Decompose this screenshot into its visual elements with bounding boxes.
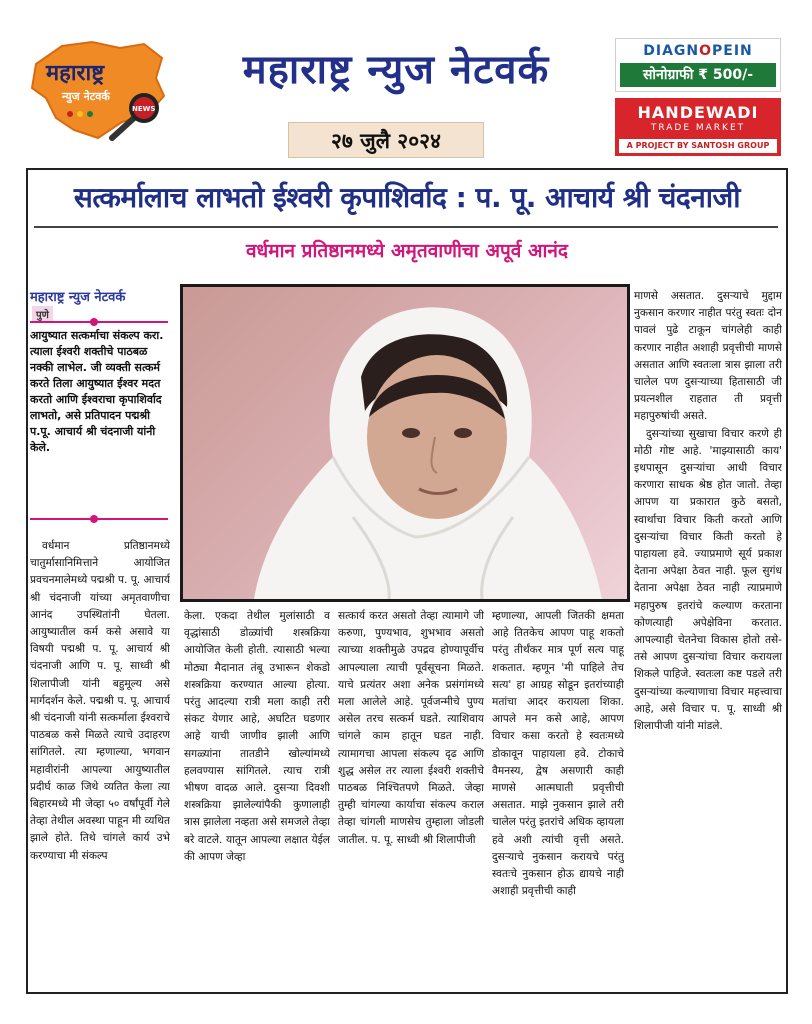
logo-text-line2: न्युज नेटवर्क: [62, 90, 110, 103]
column-5-paragraph-1: माणसे असतात. दुसऱ्याचे मुद्दाम नुकसान करणार नाहीत परंतु स्वतः दोन पावलं पुढे टाकून चांगलेही काही करणार नाहीत अशाही प्रवृत्तीची माणसे असतात आणि स्वतःला त्रास झाला तरी चालेल पण दुसऱ्याच्या हितासाठी जी प्रयत्नशील राहतात ती प्रवृत्ती महापुरुषांची असते.: [634, 290, 782, 423]
logo-mic-label: NEWS: [132, 105, 156, 113]
logo-text-line1: महाराष्ट्र: [46, 61, 105, 86]
publication-logo: [22, 34, 172, 146]
diagnopein-ad[interactable]: [615, 38, 781, 92]
brand-part-1: DIAGN: [643, 43, 700, 59]
brand-part-2: PEIN: [712, 43, 753, 59]
column-5-paragraph-2: दुसऱ्यांच्या सुखाचा विचार करणे ही मोठी गोष्ट आहे. 'माझ्यासाठी काय' इथपासून दुसऱ्यांचा आधी विचार करणारा साधक श्रेष्ठ होत जातो. तेव्हा आपण या प्रकारात कुठे बसतो, स्वार्थाचा विचार किती करतो आणि दुसऱ्यांचा विचार किती करतो हे पाहायला हवे. ज्याप्रमाणे सूर्य प्रकाश देताना अपेक्षा ठेवत नाही. फूल सुगंध देताना अपेक्षा ठेवत नाही त्याप्रमाणे महापुरुष इतरांचे कल्याण करताना कोणत्याही अपेक्षेविना करतात. आपल्याही चेतनेचा विकास होतो तसे-तसे आपण दुसऱ्यांचा विचार करायला शिकले पाहिजे. स्वतःला कष्ट पडले तरी दुसऱ्यांच्या कल्याणाचा विचार महत्त्वाचा आहे, असे विचार प. पू. साध्वी श्री शिलापीजी यांनी मांडले.: [634, 427, 782, 733]
summary-divider-bottom: [30, 518, 168, 520]
masthead-title: महाराष्ट्र न्युज नेटवर्क: [242, 47, 550, 93]
article-subhead: वर्धमान प्रतिष्ठानमध्ये अमृतवाणीचा अपूर्व आनंद: [245, 240, 569, 262]
handewadi-subtitle: TRADE MARKET: [650, 123, 746, 133]
handewadi-title: HANDEWADI: [637, 103, 759, 122]
summary-divider-top: [30, 321, 168, 323]
article-photo: [180, 284, 630, 602]
handewadi-tagline: A PROJECT BY SANTOSH GROUP: [619, 139, 777, 153]
article-headline: सत्कर्मालाच लाभतो ईश्वरी कृपाशिर्वाद : प. पू. आचार्य श्री चंदनाजी: [73, 181, 741, 214]
article-column-3: सत्कार्य करत असतो तेव्हा त्यामागे जी करुणा, पुण्यभाव, शुभभाव असतो त्याच्या शक्तीमुळे उपद्रव होण्यापूर्वीच आपल्याला त्याची पूर्वसूचना मिळते. याचे प्रत्यंतर अशा अनेक प्रसंगांमध्ये मला आलेले आहे. पूर्वजन्मीचे पुण्य असेल तरच सत्कर्म घडते. त्याशिवाय चांगले काम हातून घडत नाही. त्यामागचा आपला संकल्प दृढ आणि शुद्ध असेल तर त्याला ईश्वरी शक्तीचे पाठबळ निश्चितपणे मिळते. जेव्हा तुम्ही चांगल्या कार्याचा संकल्प कराल तेव्हा चांगली माणसेच तुम्हाला जोडली जातील. प. पू. साध्वी श्री शिलापीजी: [338, 610, 484, 846]
article-column-4: म्हणाल्या, आपली जितकी क्षमता आहे तितकेच आपण पाहू शकतो परंतु तीर्थंकर मात्र पूर्ण सत्य पाहू शकतात. म्हणून 'मी पाहिले तेच सत्य' हा आग्रह सोडून इतरांच्याही मतांचा आदर करायला शिका. आपले मन कसे आहे, आपण विचार कसा करतो हे स्वतःमध्ये डोकावून पाहायला हवे. टोकाचे वैमनस्य, द्वेष असणारी काही माणसे आत्मघाती प्रवृत्तीची असतात. माझे नुकसान झाले तरी चालेल परंतु इतरांचे अधिक व्हायला हवे अशी त्यांची वृत्ती असते. दुसऱ्याचे नुकसान करायचे परंतु स्वतःचे नुकसान होऊ द्यायचे नाही अशाही प्रवृत्तीची काही: [492, 610, 624, 898]
sonography-price: सोनोग्राफी ₹ 500/-: [620, 63, 776, 87]
dateline-place: पुणे: [32, 306, 53, 322]
article-column-1: वर्धमान प्रतिष्ठानमध्ये चातुर्मासानिमित्ताने आयोजित प्रवचनमालेमध्ये पद्मश्री प. पू. आचार्य श्री चंदनाजी यांच्या अमृतवाणीचा आनंद उपस्थितांनी घेतला. आयुष्यातील कर्म कसे असावे या विषयी पद्मश्री प. पू. आचार्य श्री चंदनाजी आणि प. पू. साध्वी श्री शिलापीजी यांनी बहुमूल्य असे मार्गदर्शन केले. पद्मश्री प. पू. आचार्य श्री चंदनाजी यांनी सत्कर्माला ईश्वराचे पाठबळ कसे मिळते त्याचे उदाहरण सांगितले. त्या म्हणाल्या, भगवान महावीरांनी आपल्या आयुष्यातील प्रदीर्घ काळ जिथे व्यतित केला त्या बिहारमध्ये मी जेव्हा ५० वर्षांपूर्वी गेले तेव्हा तेथील अवस्था पाहून मी व्यथित झाले होते. तिथे चांगले कार्य उभे करण्याचा मी संकल्प: [30, 540, 170, 862]
portrait-illustration: [183, 287, 630, 602]
byline: महाराष्ट्र न्युज नेटवर्क: [30, 290, 126, 305]
article-column-5: [634, 288, 782, 988]
article-column-2: केला. एकदा तेथील मुलांसाठी व वृद्धांसाठी डोळ्यांची शस्त्रक्रिया आयोजित केली होती. त्यासाठी भल्या मोठ्या मैदानात तंबू उभारून शेकडो शस्त्रक्रिया करण्यात आल्या होत्या. परंतु आदल्या रात्री मला काही तरी संकट येणार आहे, अघटित घडणार आहे याची जाणीव झाली आणि सगळ्यांना तातडीने खोल्यांमध्ये हलवण्यास सांगितले. त्याच रात्री भीषण वादळ आले. दुसऱ्या दिवशी शस्त्रक्रिया झालेल्यांपैकी कुणालाही त्रास झालेला नव्हता असे समजले तेव्हा बरे वाटले. यातून आपल्या लक्षात येईल की आपण जेव्हा: [184, 610, 330, 863]
issue-date: २७ जुलै २०२४: [288, 122, 484, 158]
headline-divider: [34, 226, 778, 228]
article-summary: आयुष्यात सत्कर्माचा संकल्प करा. त्याला ईश्वरी शक्तीचे पाठबळ नक्की लाभेल. जी व्यक्ती सत्कर्म करते तिला आयुष्यात ईश्वर मदत करतो आणि ईश्वराचा कृपाशिर्वाद लाभतो, असे प्रतिपादन पद्मश्री प.पू. आचार्य श्री चंदनाजी यांनी केले.: [30, 329, 164, 454]
handewadi-ad[interactable]: [615, 98, 781, 156]
brand-part-o: O: [699, 43, 713, 59]
diagnopein-brand: [616, 43, 780, 59]
